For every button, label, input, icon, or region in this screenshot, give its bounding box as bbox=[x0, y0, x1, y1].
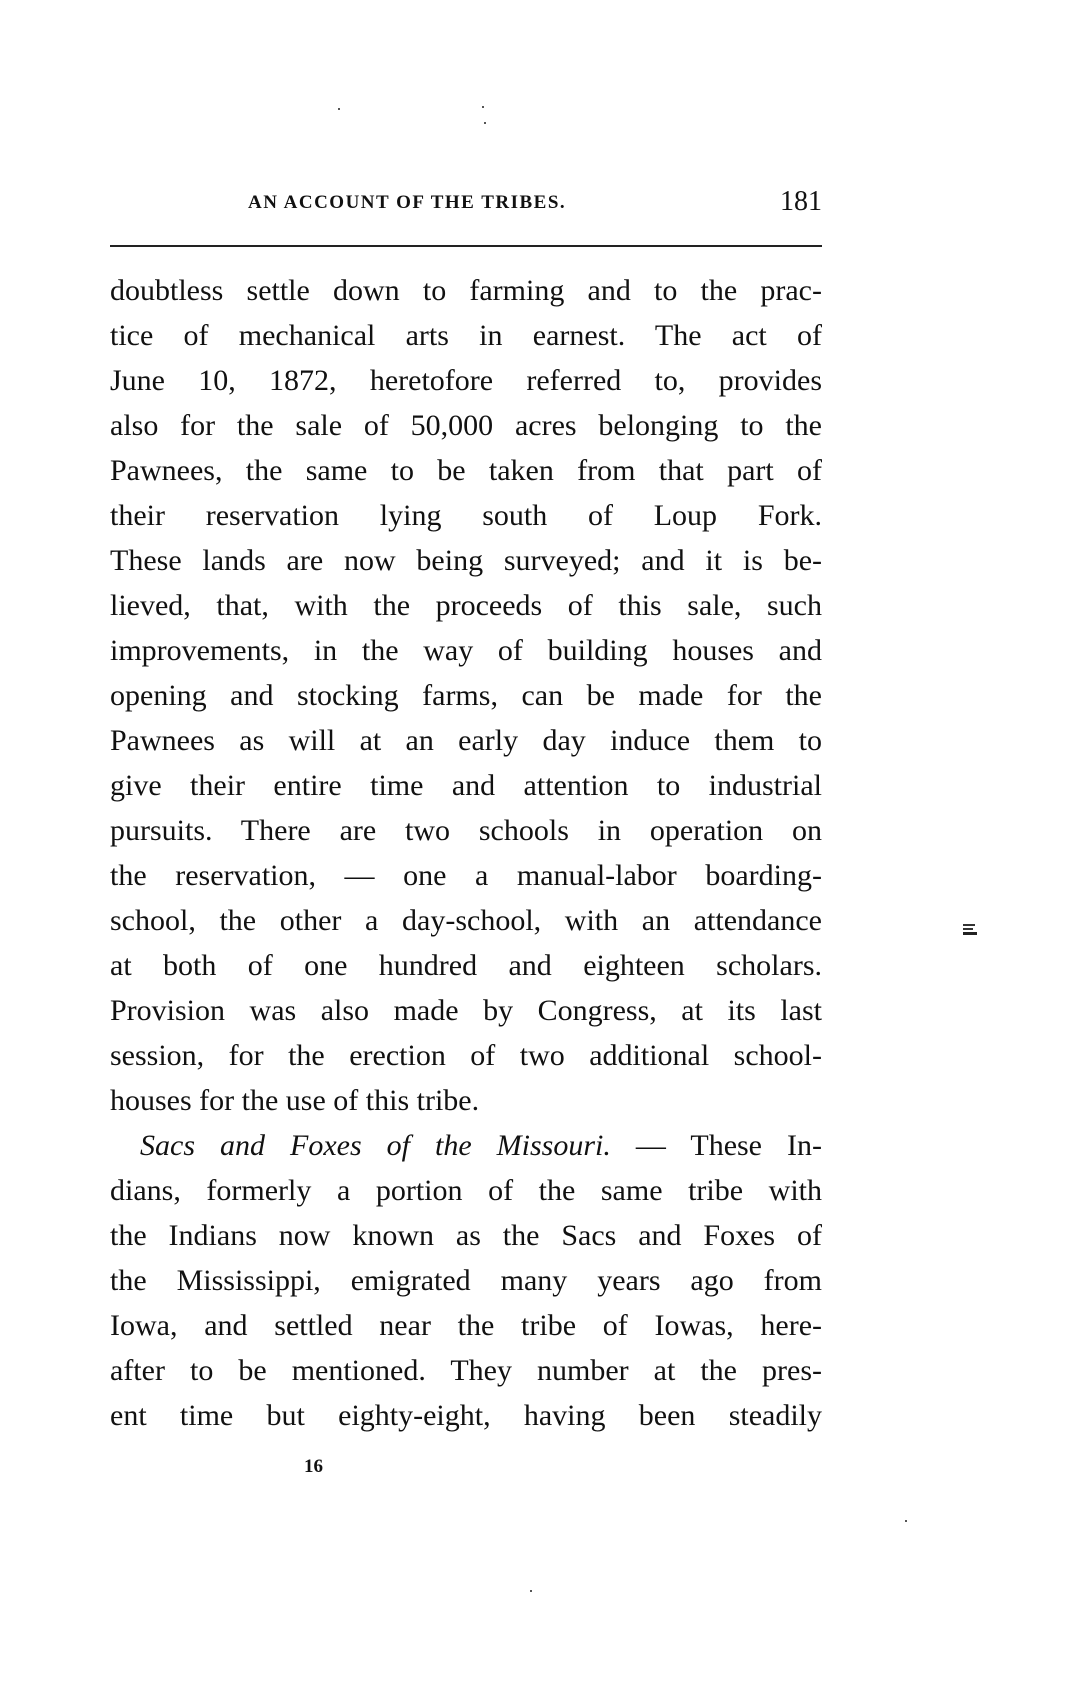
text-line: improvements, in the way of building houses and bbox=[110, 634, 822, 667]
section-first-line bbox=[110, 1123, 822, 1168]
text-line: the Mississippi, emigrated many years ago from bbox=[110, 1264, 822, 1297]
text-line: Pawnees, the same to be taken from that part of bbox=[110, 454, 822, 487]
speck bbox=[482, 106, 484, 108]
text-line: the reservation, — one a manual-labor boarding- bbox=[110, 859, 822, 892]
text-line: Pawnees as will at an early day induce them to bbox=[110, 724, 822, 757]
speck bbox=[338, 108, 340, 110]
text-line: pursuits. There are two schools in operation on bbox=[110, 814, 822, 847]
text-line: the Indians now known as the Sacs and Foxes of bbox=[110, 1219, 822, 1252]
text-line: houses for the use of this tribe. bbox=[110, 1084, 480, 1117]
speck bbox=[530, 1590, 532, 1592]
text-line: Provision was also made by Congress, at its last bbox=[110, 994, 822, 1027]
text-line: also for the sale of 50,000 acres belonging to the bbox=[110, 409, 822, 442]
text-line: after to be mentioned. They number at the pres- bbox=[110, 1354, 822, 1387]
scan-artifact-icon bbox=[962, 922, 978, 938]
section-heading: Sacs and Foxes of the Missouri. bbox=[140, 1129, 611, 1162]
text-line: lieved, that, with the proceeds of this sale, such bbox=[110, 589, 822, 622]
text-line: These lands are now being surveyed; and it is be- bbox=[110, 544, 822, 577]
text-line: opening and stocking farms, can be made for the bbox=[110, 679, 822, 712]
running-title: AN ACCOUNT OF THE TRIBES. bbox=[248, 192, 567, 213]
text-line: ent time but eighty-eight, having been steadily bbox=[110, 1399, 822, 1432]
text-line: at both of one hundred and eighteen scholars. bbox=[110, 949, 822, 982]
section-first-line-text: — These In- bbox=[610, 1129, 822, 1162]
speck bbox=[905, 1520, 907, 1522]
text-line: Iowa, and settled near the tribe of Iowas, here- bbox=[110, 1309, 822, 1342]
text-line: school, the other a day-school, with an attendance bbox=[110, 904, 822, 937]
speck bbox=[484, 122, 486, 124]
text-line: dians, formerly a portion of the same tribe with bbox=[110, 1174, 822, 1207]
signature-mark: 16 bbox=[304, 1456, 323, 1477]
body-text bbox=[110, 268, 822, 1438]
text-line: session, for the erection of two additional school- bbox=[110, 1039, 822, 1072]
header-rule bbox=[110, 245, 822, 247]
text-line: June 10, 1872, heretofore referred to, provides bbox=[110, 364, 822, 397]
text-line: tice of mechanical arts in earnest. The act of bbox=[110, 319, 822, 352]
text-line: give their entire time and attention to industrial bbox=[110, 769, 822, 802]
running-header bbox=[110, 186, 822, 226]
text-line: doubtless settle down to farming and to the prac- bbox=[110, 274, 822, 307]
page-number: 181 bbox=[780, 186, 822, 217]
text-line: their reservation lying south of Loup Fork. bbox=[110, 499, 822, 532]
